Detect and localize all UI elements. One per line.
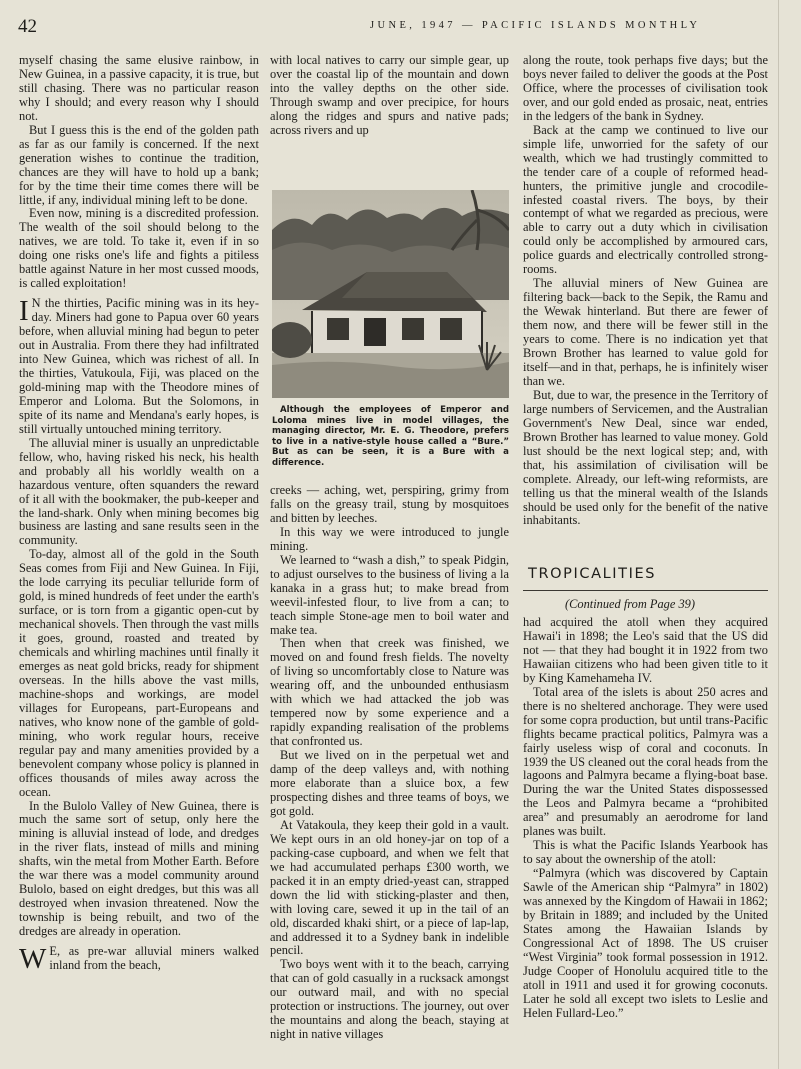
paragraph: In this way we were introduced to jungle mining. [270, 524, 509, 553]
bure-house-photo [272, 190, 509, 398]
paragraph: But, due to war, the presence in the Territory of large numbers of Servicemen, and the Australian Government's New Deal, since war ended, Brown Brother has learned to value money. Gold lust should be the next logical step; and, with that, his assimilation of civilisation will be complete. Already, our left-wing reformists, are telling us that the mineral wealth of the Islands should be used only for the benefit of the native inhabitants. [523, 387, 768, 528]
paragraph: In the Bulolo Valley of New Guinea, there is much the same sort of setup, only here the mining is alluvial instead of lode, and dredges in the river flats, instead of mills and mining shafts, win the metal from Mother Earth. Before the war there was a model community around Bulolo, based on eight dredges, but this was all destroyed when invasion threatened. Now the township is being rebuilt, and two of the dredges are already in operation. [19, 798, 259, 939]
page-number: 42 [18, 16, 37, 37]
column-1 [19, 53, 259, 976]
column-2-top [270, 54, 509, 138]
drop-cap: W [19, 943, 47, 976]
paragraph: had acquired the atoll when they acquired Hawai'i in 1898; the Leo's said that the US did not — that they had bought it in 1922 from two Hawaiian citizens who had been given title to it by King Kamehameha IV. [523, 615, 768, 685]
paragraph: The alluvial miner is usually an unpredictable fellow, who, having risked his neck, his health and probably all his worldly wealth on a hazardous venture, often squanders the reward of it all with the bookmaker, the pub-keeper and the land-shark. Only when mining becomes big business are lasting and sane results seen in the community. [19, 435, 259, 548]
paragraph: Two boys went with it to the beach, carrying that can of gold casually in a rucksack amongst our outward mail, and with no special protection or instructions. The journey, out over the mountains and along the beach, staying at night in native villages [270, 957, 509, 1042]
paragraph: with local natives to carry our simple gear, up over the coastal lip of the mountain and down into the valley depths on the other side. Through swamp and over precipice, for hours along the ridges and spurs and native pads; across rivers and up [270, 53, 509, 137]
paragraph: Total area of the islets is about 250 acres and there is no sheltered anchorage. They were used for some copra production, but until trans-Pacific flights became practical politics, Palmyra was a fairly useless wisp of coral and coconuts. In 1939 the US cleaned out the coral heads from the lagoons and Palmyra became a flying-boat base. During the war the United States dispossessed the Leos and Palmyra became a “prohibited area” and presumably an aerodrome for land planes was built. [523, 684, 768, 839]
bure-house-illustration [272, 190, 509, 398]
paragraph: This is what the Pacific Islands Yearbook has to say about the ownership of the atoll: [523, 838, 768, 867]
section-heading-tropicalities: TROPICALITIES [528, 566, 657, 582]
paragraph: Even now, mining is a discredited profession. The wealth of the soil should belong to the natives, we are told. To take it, even if in so doing one risks one's life and fights a pitiless battle against Nature in her most cussed moods, is called exploitation! [19, 206, 259, 291]
paragraph-dropcap [19, 943, 259, 976]
paragraph: To-day, almost all of the gold in the South Seas comes from Fiji and New Guinea. In Fiji, the lode carrying its peculiar telluride form of gold, is mined hundreds of feet under the earth's surface, or is torn from a gigantic open-cut by mechanical shovels. Then through the vast mills it goes, ground, roasted and treated by chemicals and whirling machines until finally it emerges as neat gold bricks, ready for shipment overseas. In the hills above the vast mills, machine-shops and workings, are model villages for Europeans, part-Europeans and natives, who know none of the gamble of gold-mining, who work regular hours, receive regular pay and many amenities provided by a benevolent company whose policy is planned in offices thousands of miles away across the ocean. [19, 547, 259, 799]
paragraph: Back at the camp we continued to live our simple life, unworried for the safety of our wealth, which we had trustingly committed to the tender care of a couple of reformed head-hunters, the primitive jungle and crocodile-infested coastal rivers. The boys, by their contempt of what we regarded as precious, were able to carry out a duty which in civilisation could only be accomplished by armoured cars, police guards and electrically controlled strong-rooms. [523, 122, 768, 277]
running-head: JUNE, 1947 — PACIFIC ISLANDS MONTHLY [370, 20, 701, 31]
paragraph: “Palmyra (which was discovered by Captain Sawle of the American ship “Palmyra” in 1802) was annexed by the Kingdom of Hawaii in 1862; by Britain in 1889; and included by the United States among the Hawaiian Islands by Congressional Act of 1898. The US cruiser “West Virginia” took formal possession in 1912. Judge Cooper of Honolulu acquired title to the atoll in 1911 and used it for growing coconuts. Later he sold all except two islets to Leslie and Helen Fullard-Leo.” [523, 866, 768, 1020]
paragraph-text: N the thirties, Pacific mining was in its hey-day. Miners had gone to Papua over 60 years before, when alluvial mining had begun to peter out in Australia. From there they had infiltrated into New Guinea, which was richest of all. In the thirties, Vatukoula, Fiji, was placed on the gold-mining map with the Theodore mines of Emperor and Loloma. But the Solomons, in spite of its name and Mendana's early hopes, is still virtually untouched mining territory. [19, 296, 259, 436]
page-edge-rule [778, 0, 779, 1069]
drop-cap: I [19, 295, 29, 328]
column-3-top [523, 54, 768, 528]
paragraph: We learned to “wash a dish,” to speak Pidgin, to adjust ourselves to the business of living a la kanaka in a grass hut; to make bread from weevil-infested flour, to live from a can; to teach simple Stone-age men to boil water and make tea. [270, 552, 509, 637]
section-rule [523, 590, 768, 591]
paragraph: myself chasing the same elusive rainbow, in New Guinea, in a passive capacity, it is true, but still chasing. There was no particular reason why I should; and every reason why I should not. [19, 53, 259, 123]
paragraph: But we lived on in the perpetual wet and damp of the deep valleys and, with nothing more elaborate than a sluice box, a few prospecting dishes and three teams of boys, we got gold. [270, 748, 509, 818]
paragraph: Then when that creek was finished, we moved on and found fresh fields. The novelty of living so uncomfortably close to Nature was wearing off, and the unbounded enthusiasm with which we had attacked the job was tempered now by some experience and a rapidly expanding realisation of the problems that confronted us. [270, 636, 509, 749]
photo-caption [272, 405, 509, 469]
column-2-bottom [270, 484, 509, 1042]
paragraph: along the route, took perhaps five days; but the boys never failed to deliver the goods at the Post Office, where the processes of civilisation took over, and our gold ended as prosaic, neat, entries in the ledgers of the bank in Sydney. [523, 53, 768, 123]
paragraph: But I guess this is the end of the golden path as far as our family is concerned. If the next generation wishes to continue the tradition, chances are they will have to hold up a bank; for by the time their time comes there will be little, if any, individual mining left to be done. [19, 122, 259, 207]
paragraph-text: E, as pre-war alluvial miners walked inland from the beach, [49, 944, 259, 972]
caption-text: Although the employees of Emperor and Loloma mines live in model villages, the managing director, Mr. E. G. Theodore, prefers to live in a native-style house called a “Bure.” But as can be seen, it is a Bure with a difference. [272, 405, 509, 468]
continued-note: (Continued from Page 39) [565, 597, 695, 611]
paragraph: At Vatakoula, they keep their gold in a vault. We kept ours in an old honey-jar on top of a packing-case cupboard, and when we felt that we had accumulated perhaps £300 worth, we packed it in an empty dried-yeast can, strapped down the lid with sticking-plaster and then, with loving care, sewed it up in the tail of an old, discarded khaki shirt, or a piece of lap-lap, and addressed it to a Sydney bank in indelible pencil. [270, 817, 509, 958]
paragraph: creeks — aching, wet, perspiring, grimy from falls on the greasy trail, stung by mosquitoes and bitten by leeches. [270, 483, 509, 525]
paragraph-dropcap [19, 297, 259, 437]
paragraph: The alluvial miners of New Guinea are filtering back—back to the Sepik, the Ramu and the Wewak hinterland. But there are fewer of them now, and there will be fewer still in the years to come. There is no indication yet that Brown Brother has learned to value gold for itself—and in that, perhaps, he is infinitely wiser than we. [523, 276, 768, 388]
column-3-bottom [523, 616, 768, 1021]
